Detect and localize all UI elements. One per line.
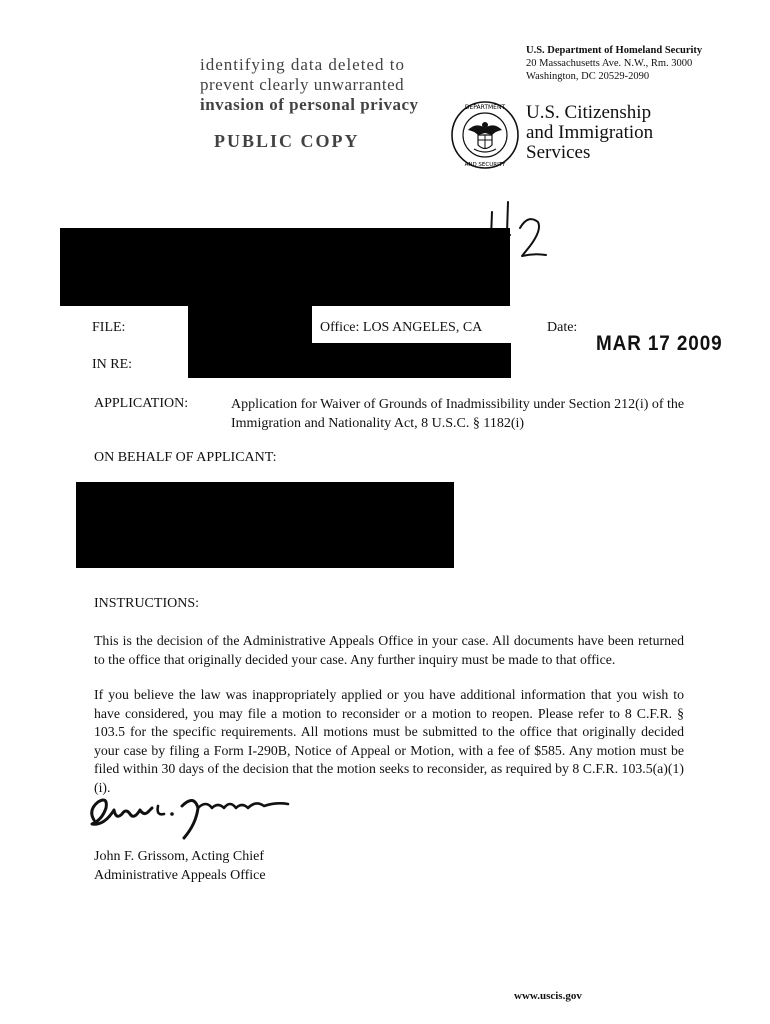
signatory-name: John F. Grissom, Acting Chief	[94, 849, 264, 864]
instructions-paragraph-2: If you believe the law was inappropriately applied or you have additional information that you wish to have considered, you may file a motion to reconsider or a motion to reopen. Please refer to 8 C.F.R. § 103.5 for the specific requirements. All motions must be submitted to the office that originally decided your case by filing a Form I-290B, Notice of Appeal or Motion, with a fee of $585. Any motion must be filed within 30 days of the decision that the motion seeks to reconsider, as required by 8 C.F.R. 103.5(a)(1)(i).	[94, 687, 684, 795]
agency-line-1: U.S. Citizenship	[526, 102, 652, 123]
stamp-line-3: invasion of personal privacy	[200, 95, 419, 114]
seal-text-bottom: AND SECURITY	[464, 162, 506, 168]
application-label: APPLICATION:	[94, 396, 189, 411]
instructions-paragraph-1: This is the decision of the Administrative Appeals Office in your case. All documents have been returned to the office that originally decided your case. Any further inquiry must be made to that office.	[94, 633, 684, 667]
department-name: U.S. Department of Homeland Security	[526, 45, 703, 56]
signatory-office: Administrative Appeals Office	[94, 867, 266, 883]
agency-line-3: Services	[526, 142, 591, 163]
file-label: FILE:	[92, 320, 126, 335]
dhs-seal-icon	[450, 100, 520, 170]
footer-url: www.uscis.gov	[514, 990, 582, 1002]
date-stamp: MAR 17 2009	[596, 332, 723, 355]
agency-name	[526, 103, 653, 163]
signatory-block	[94, 848, 266, 885]
address-line-2: Washington, DC 20529-2090	[526, 71, 650, 82]
office-label: Office: LOS ANGELES, CA	[320, 320, 483, 335]
public-copy-stamp: PUBLIC COPY	[214, 131, 360, 151]
instructions-heading: INSTRUCTIONS:	[94, 596, 200, 611]
stamp-line-2: prevent clearly unwarranted	[200, 75, 405, 94]
address-line-1: 20 Massachusetts Ave. N.W., Rm. 3000	[526, 58, 693, 69]
stamp-line-1: identifying data deleted to	[200, 55, 405, 74]
dhs-address	[526, 44, 702, 83]
application-line-2: Immigration and Nationality Act, 8 U.S.C. § 1182(i)	[231, 415, 525, 431]
redaction-block	[60, 228, 510, 306]
application-description	[231, 396, 684, 433]
redaction-block	[76, 482, 454, 568]
redaction-block	[188, 343, 511, 378]
privacy-stamp	[200, 55, 419, 151]
seal-text-top: DEPARTMENT	[464, 104, 506, 111]
on-behalf-label: ON BEHALF OF APPLICANT:	[94, 450, 277, 465]
in-re-label: IN RE:	[92, 357, 133, 372]
date-label: Date:	[547, 320, 578, 335]
application-line-1: Application for Waiver of Grounds of Inadmissibility under Section 212(i) of the	[231, 397, 685, 412]
handwritten-signature	[86, 780, 306, 840]
agency-line-2: and Immigration	[526, 122, 654, 143]
